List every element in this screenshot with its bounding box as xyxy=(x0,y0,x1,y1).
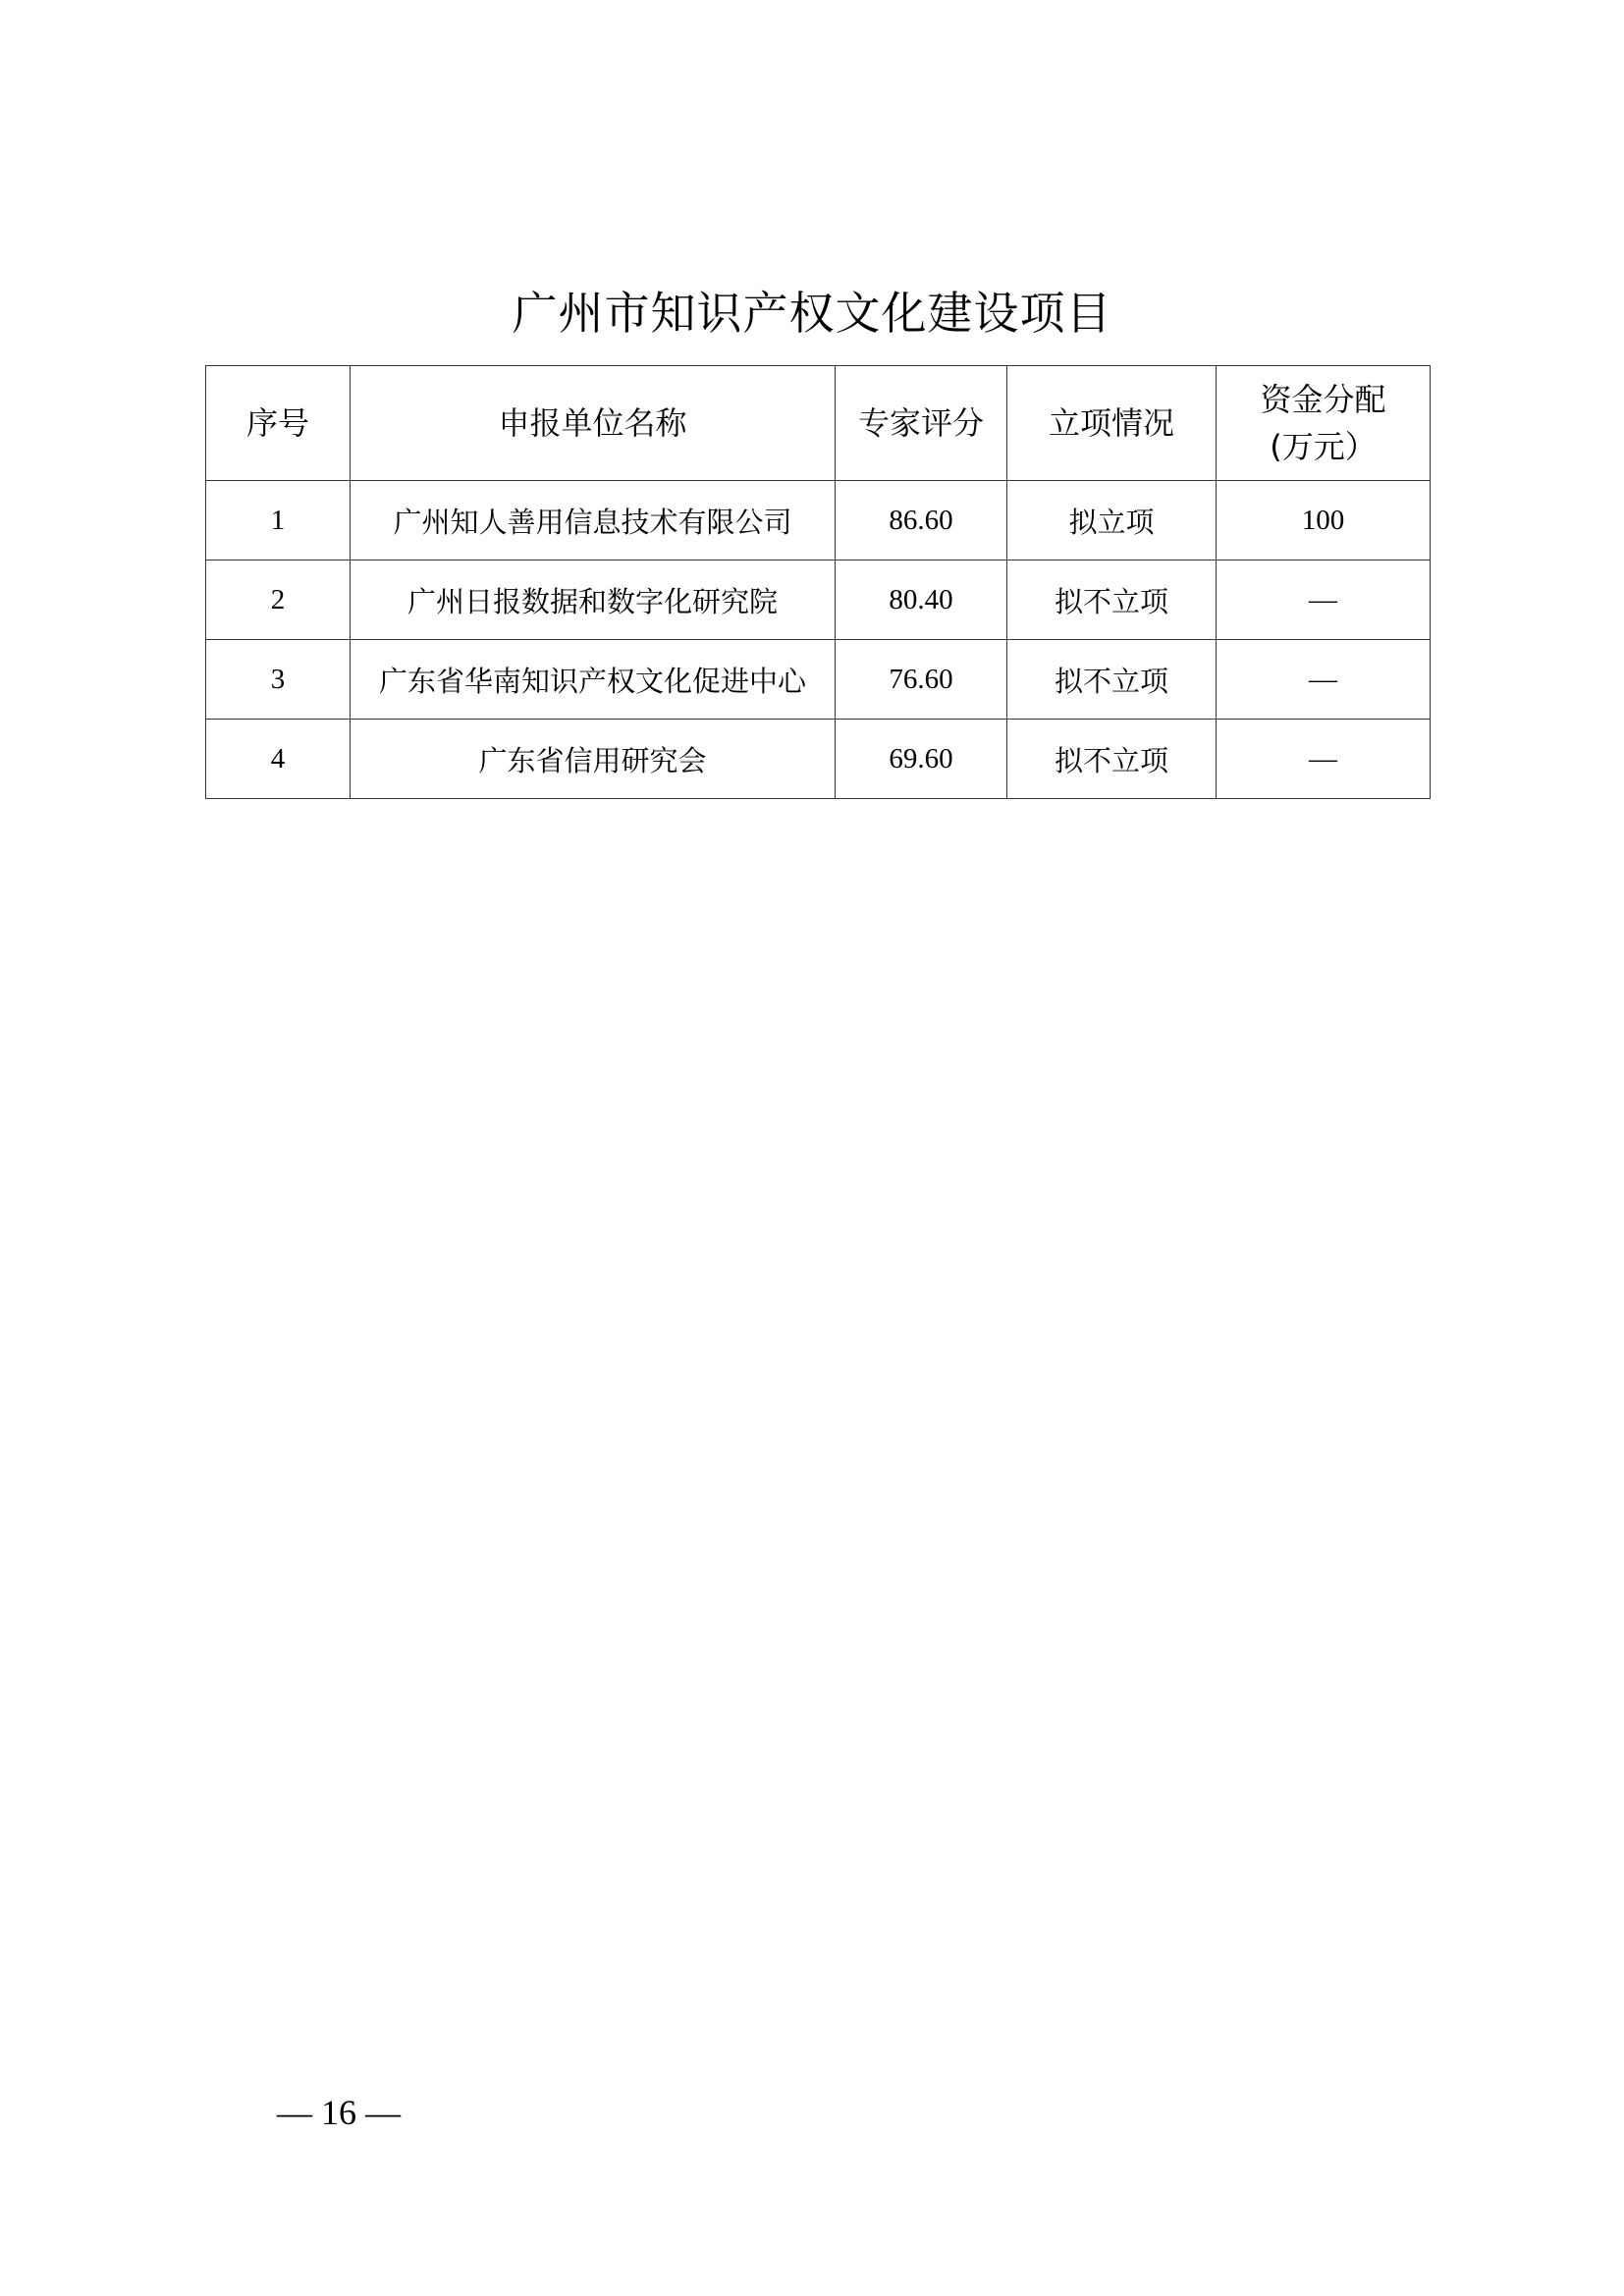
header-funding-line2: (万元） xyxy=(1270,428,1377,465)
cell-funding: — xyxy=(1217,561,1431,640)
cell-funding: 100 xyxy=(1217,481,1431,561)
cell-applicant: 广州知人善用信息技术有限公司 xyxy=(351,481,836,561)
cell-seq: 1 xyxy=(206,481,351,561)
cell-applicant: 广东省信用研究会 xyxy=(351,720,836,799)
header-status: 立项情况 xyxy=(1007,366,1217,481)
cell-seq: 2 xyxy=(206,561,351,640)
cell-score: 80.40 xyxy=(836,561,1007,640)
table-row xyxy=(206,640,1431,720)
cell-score: 69.60 xyxy=(836,720,1007,799)
cell-seq: 3 xyxy=(206,640,351,720)
cell-funding: — xyxy=(1217,720,1431,799)
header-score: 专家评分 xyxy=(836,366,1007,481)
table-row xyxy=(206,720,1431,799)
cell-status: 拟不立项 xyxy=(1007,640,1217,720)
cell-seq: 4 xyxy=(206,720,351,799)
cell-score: 86.60 xyxy=(836,481,1007,561)
table-row xyxy=(206,481,1431,561)
cell-status: 拟不立项 xyxy=(1007,720,1217,799)
table-row xyxy=(206,561,1431,640)
cell-funding: — xyxy=(1217,640,1431,720)
cell-score: 76.60 xyxy=(836,640,1007,720)
projects-table xyxy=(205,365,1431,799)
header-seq: 序号 xyxy=(206,366,351,481)
document-title: 广州市知识产权文化建设项目 xyxy=(512,286,1112,340)
header-funding xyxy=(1217,366,1431,481)
cell-status: 拟不立项 xyxy=(1007,561,1217,640)
cell-applicant: 广东省华南知识产权文化促进中心 xyxy=(351,640,836,720)
cell-status: 拟立项 xyxy=(1007,481,1217,561)
page-number: — 16 — xyxy=(277,2093,401,2132)
header-funding-line1: 资金分配 xyxy=(1260,381,1386,418)
header-applicant: 申报单位名称 xyxy=(351,366,836,481)
table-header-row xyxy=(206,366,1431,481)
cell-applicant: 广州日报数据和数字化研究院 xyxy=(351,561,836,640)
